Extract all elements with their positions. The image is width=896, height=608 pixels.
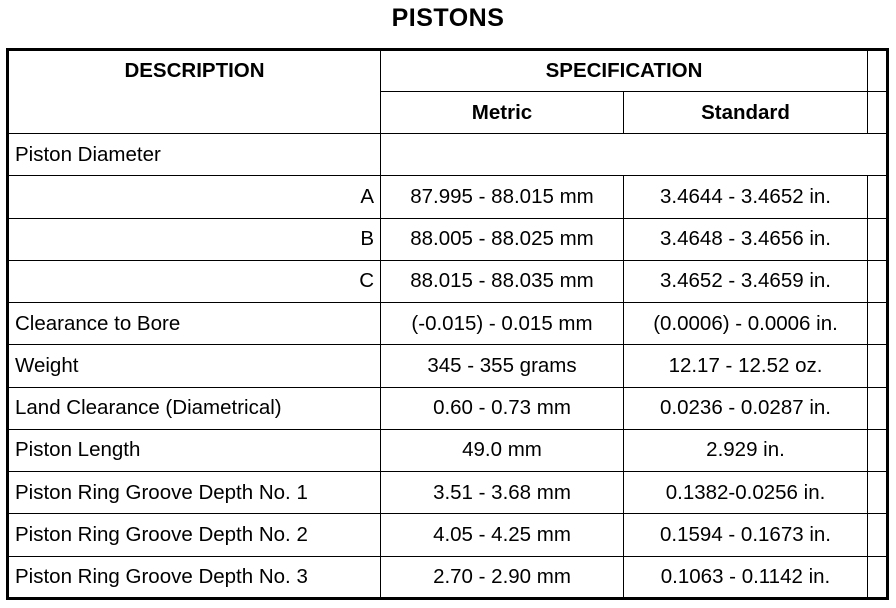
table-row — [8, 514, 888, 556]
row-metric: 0.60 - 0.73 mm — [381, 387, 624, 429]
specification-header: SPECIFICATION — [381, 50, 868, 92]
row-metric: 49.0 mm — [381, 429, 624, 471]
row-standard: 0.1594 - 0.1673 in. — [624, 514, 868, 556]
row-standard: 3.4648 - 3.4656 in. — [624, 218, 868, 260]
table-row — [8, 345, 888, 387]
spacer-cell — [868, 387, 888, 429]
table-row — [8, 260, 888, 302]
row-metric: 4.05 - 4.25 mm — [381, 514, 624, 556]
row-description: Piston Ring Groove Depth No. 1 — [8, 472, 381, 514]
row-standard: 0.1063 - 0.1142 in. — [624, 556, 868, 598]
description-header: DESCRIPTION — [8, 50, 381, 134]
header-row-1 — [8, 50, 888, 92]
spacer-cell — [868, 303, 888, 345]
spacer-cell — [868, 92, 888, 134]
page-title: PISTONS — [391, 4, 505, 32]
table-row — [8, 472, 888, 514]
row-metric: 345 - 355 grams — [381, 345, 624, 387]
spacer-cell — [868, 176, 888, 218]
spacer-cell — [868, 260, 888, 302]
table-row — [8, 218, 888, 260]
row-standard: 0.1382-0.0256 in. — [624, 472, 868, 514]
spacer-cell — [868, 218, 888, 260]
row-standard: 2.929 in. — [624, 429, 868, 471]
spacer-cell — [868, 514, 888, 556]
row-metric: 88.005 - 88.025 mm — [381, 218, 624, 260]
row-merged-empty — [381, 134, 888, 176]
row-description: C — [8, 260, 381, 302]
row-description: Weight — [8, 345, 381, 387]
row-standard: 12.17 - 12.52 oz. — [624, 345, 868, 387]
table-row — [8, 303, 888, 345]
row-standard: 0.0236 - 0.0287 in. — [624, 387, 868, 429]
table-row — [8, 387, 888, 429]
spacer-cell — [868, 429, 888, 471]
row-metric: 88.015 - 88.035 mm — [381, 260, 624, 302]
spacer-cell — [868, 345, 888, 387]
row-metric: 87.995 - 88.015 mm — [381, 176, 624, 218]
row-standard: 3.4644 - 3.4652 in. — [624, 176, 868, 218]
row-description: Land Clearance (Diametrical) — [8, 387, 381, 429]
metric-header: Metric — [381, 92, 624, 134]
spacer-cell — [868, 50, 888, 92]
row-description: A — [8, 176, 381, 218]
row-metric: (-0.015) - 0.015 mm — [381, 303, 624, 345]
table-row — [8, 176, 888, 218]
row-standard: 3.4652 - 3.4659 in. — [624, 260, 868, 302]
spacer-cell — [868, 556, 888, 598]
standard-header: Standard — [624, 92, 868, 134]
table-row — [8, 556, 888, 598]
row-standard: (0.0006) - 0.0006 in. — [624, 303, 868, 345]
row-description: Piston Length — [8, 429, 381, 471]
row-metric: 3.51 - 3.68 mm — [381, 472, 624, 514]
row-metric: 2.70 - 2.90 mm — [381, 556, 624, 598]
spacer-cell — [868, 472, 888, 514]
row-description: Piston Ring Groove Depth No. 3 — [8, 556, 381, 598]
row-description: Piston Diameter — [8, 134, 381, 176]
table-row — [8, 429, 888, 471]
pistons-spec-table — [6, 48, 889, 600]
table-row — [8, 134, 888, 176]
row-description: Piston Ring Groove Depth No. 2 — [8, 514, 381, 556]
row-description: Clearance to Bore — [8, 303, 381, 345]
row-description: B — [8, 218, 381, 260]
